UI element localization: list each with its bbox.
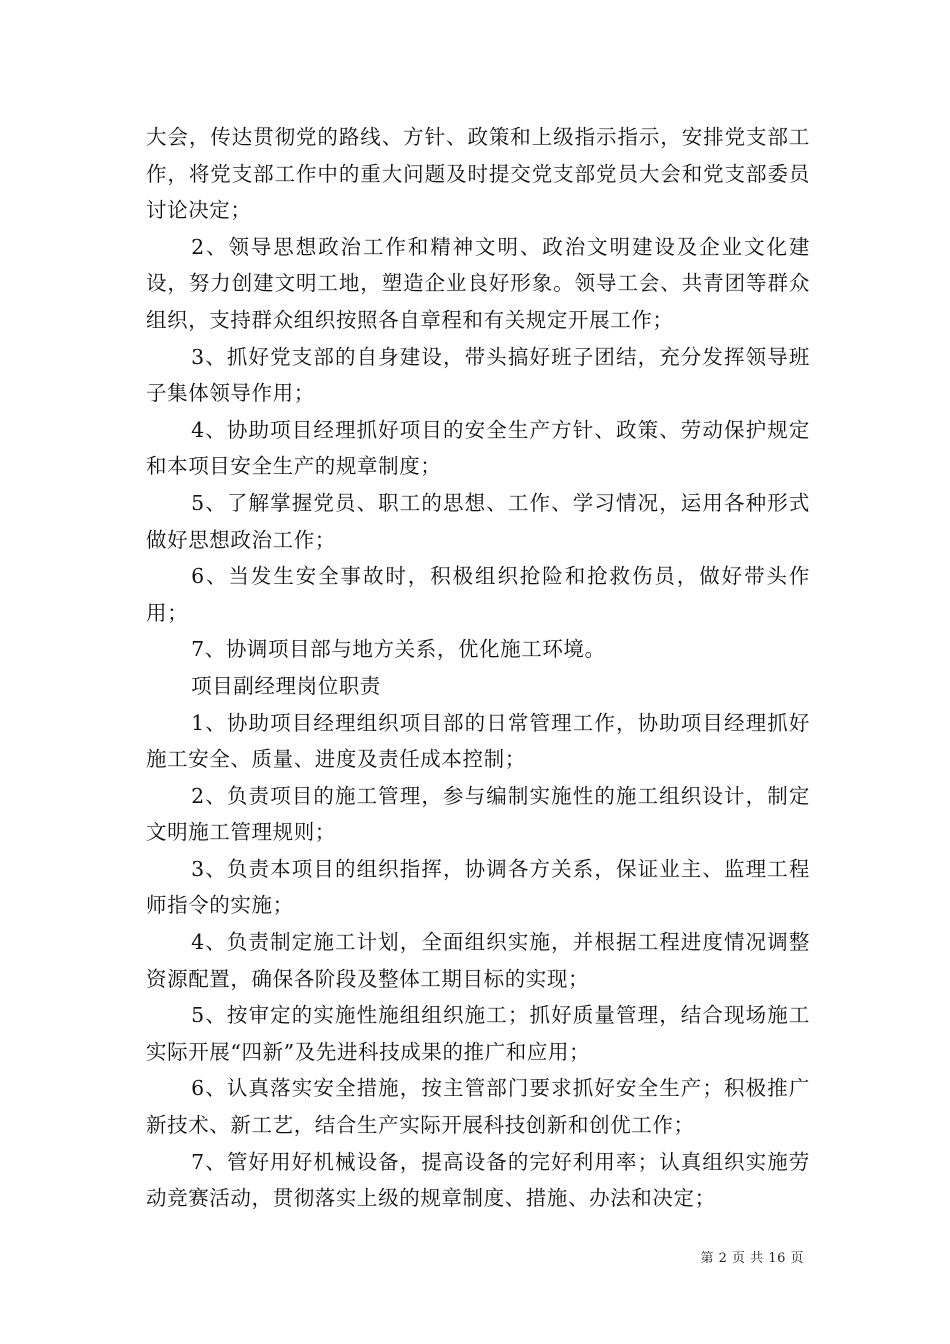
section-heading-deputy-manager: 项目副经理岗位职责 <box>191 673 381 698</box>
party-duty-item-6: 6、当发生安全事故时，积极组织抢险和抢救伤员，做好带头作用； <box>146 564 810 625</box>
deputy-duty-item-6: 6、认真落实安全措施，按主管部门要求抓好安全生产；积极推广新技术、新工艺，结合生产实际开展科技创新和创优工作； <box>146 1076 810 1138</box>
deputy-duty-item-5: 5、按审定的实施性施组组织施工；抓好质量管理，结合现场施工实际开展“四新”及先进科技成果的推广和应用； <box>146 1003 810 1064</box>
page-number-footer: 第 2 页 共 16 页 <box>700 1251 804 1266</box>
deputy-duty-item-4: 4、负责制定施工计划，全面组织实施，并根据工程进度情况调整资源配置，确保各阶段及整体工期目标的实现； <box>146 930 810 991</box>
deputy-duty-item-3: 3、负责本项目的组织指挥，协调各方关系，保证业主、监理工程师指令的实施； <box>146 856 810 918</box>
deputy-duty-item-7: 7、管好用好机械设备，提高设备的完好利用率；认真组织实施劳动竞赛活动，贯彻落实上级的规章制度、措施、办法和决定； <box>146 1149 810 1211</box>
party-duty-item-2: 2、领导思想政治工作和精神文明、政治文明建设及企业文化建设，努力创建文明工地，塑造企业良好形象。领导工会、共青团等群众组织，支持群众组织按照各自章程和有关规定开展工作； <box>146 234 810 332</box>
party-duty-item-5: 5、了解掌握党员、职工的思想、工作、学习情况，运用各种形式做好思想政治工作； <box>146 490 810 552</box>
party-duty-item-7: 7、协调项目部与地方关系，优化施工环境。 <box>191 637 606 662</box>
deputy-duty-item-1: 1、协助项目经理组织项目部的日常管理工作，协助项目经理抓好施工安全、质量、进度及责任成本控制； <box>146 710 810 772</box>
deputy-duty-item-2: 2、负责项目的施工管理，参与编制实施性的施工组织设计，制定文明施工管理规则； <box>146 783 810 845</box>
paragraph-continuation: 大会，传达贯彻党的路线、方针、政策和上级指示指示，安排党支部工作，将党支部工作中的重大问题及时提交党支部党员大会和党支部委员讨论决定； <box>146 125 810 223</box>
party-duty-item-3: 3、抓好党支部的自身建设，带头搞好班子团结，充分发挥领导班子集体领导作用； <box>146 344 810 406</box>
party-duty-item-4: 4、协助项目经理抓好项目的安全生产方针、政策、劳动保护规定和本项目安全生产的规章制度； <box>146 417 810 479</box>
document-body <box>146 119 810 1217</box>
